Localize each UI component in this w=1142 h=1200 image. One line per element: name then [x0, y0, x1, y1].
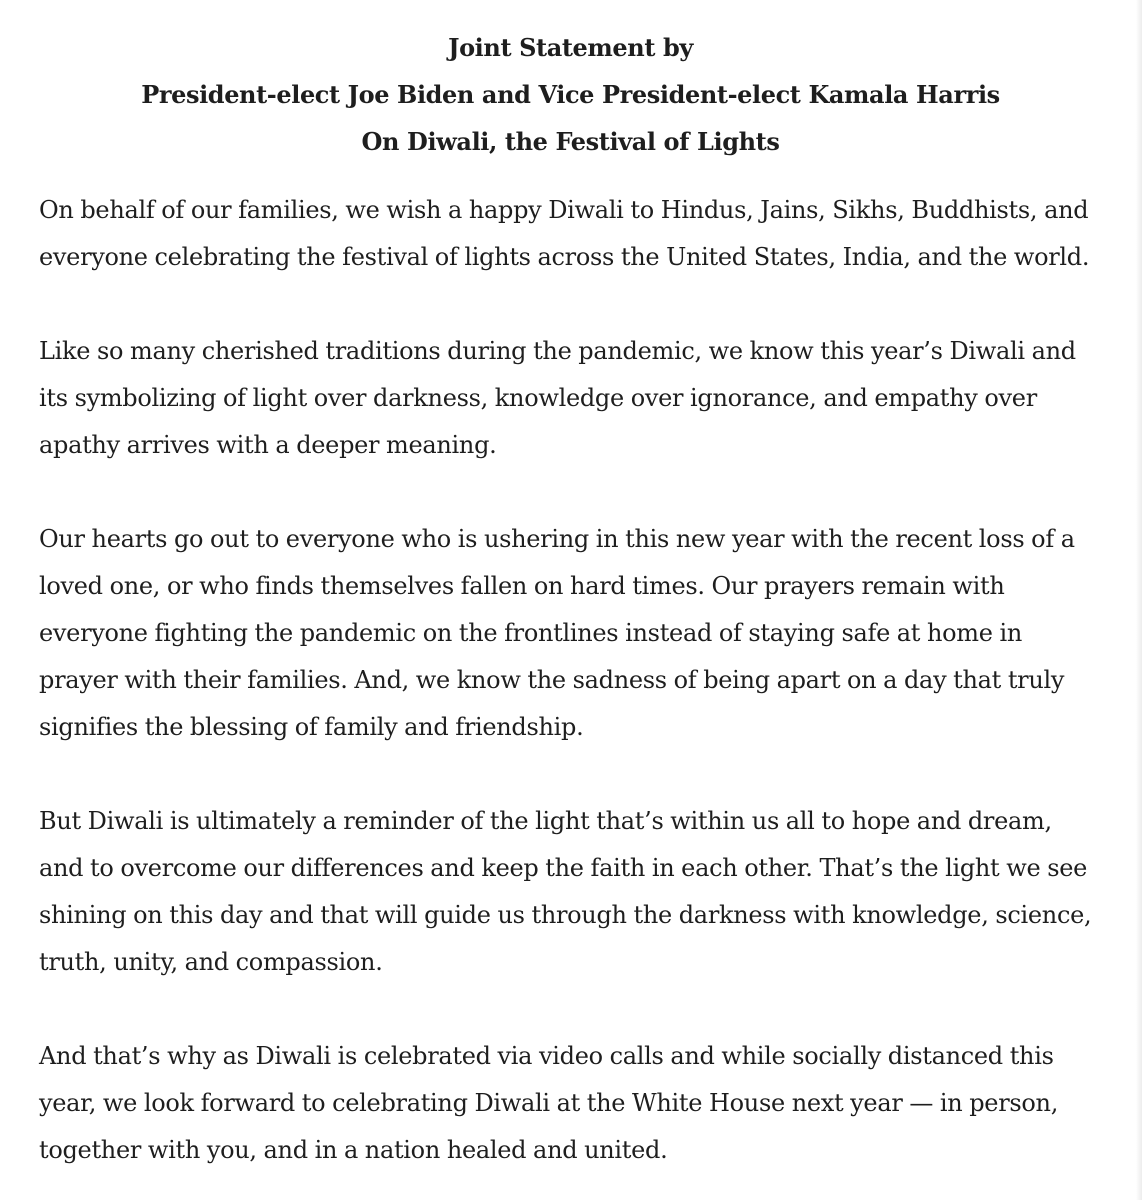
statement-heading	[39, 24, 1102, 165]
paragraph-1: On behalf of our families, we wish a happy Diwali to Hindus, Jains, Sikhs, Buddhists, and everyone celebrating the festival of lights across the United States, India, and the world.	[39, 196, 1090, 271]
paragraph-2: Like so many cherished traditions during the pandemic, we know this year’s Diwali and its symbolizing of light over darkness, knowledge over ignorance, and empathy over apathy arrives with a deeper meaning.	[39, 337, 1076, 459]
paragraph-5: And that’s why as Diwali is celebrated via video calls and while socially distanced this year, we look forward to celebrating Diwali at the White House next year — in person, together with you, and in a nation healed and united.	[39, 1042, 1059, 1164]
heading-line-3: On Diwali, the Festival of Lights	[361, 127, 780, 156]
heading-line-2: President-elect Joe Biden and Vice President-elect Kamala Harris	[141, 80, 1000, 109]
paragraph-3: Our hearts go out to everyone who is ushering in this new year with the recent loss of a loved one, or who finds themselves fallen on hard times. Our prayers remain with everyone fighting the pandemic on the frontlines instead of staying safe at home in prayer with their families. And, we know the sadness of being apart on a day that truly signifies the blessing of family and friendship.	[39, 525, 1075, 741]
page-edge-shadow	[1136, 0, 1142, 1200]
paragraph-4: But Diwali is ultimately a reminder of the light that’s within us all to hope and dream, and to overcome our differences and keep the faith in each other. That’s the light we see shining on this day and that will guide us through the darkness with knowledge, science, truth, unity, and compassion.	[39, 807, 1092, 976]
heading-line-1: Joint Statement by	[448, 33, 693, 62]
